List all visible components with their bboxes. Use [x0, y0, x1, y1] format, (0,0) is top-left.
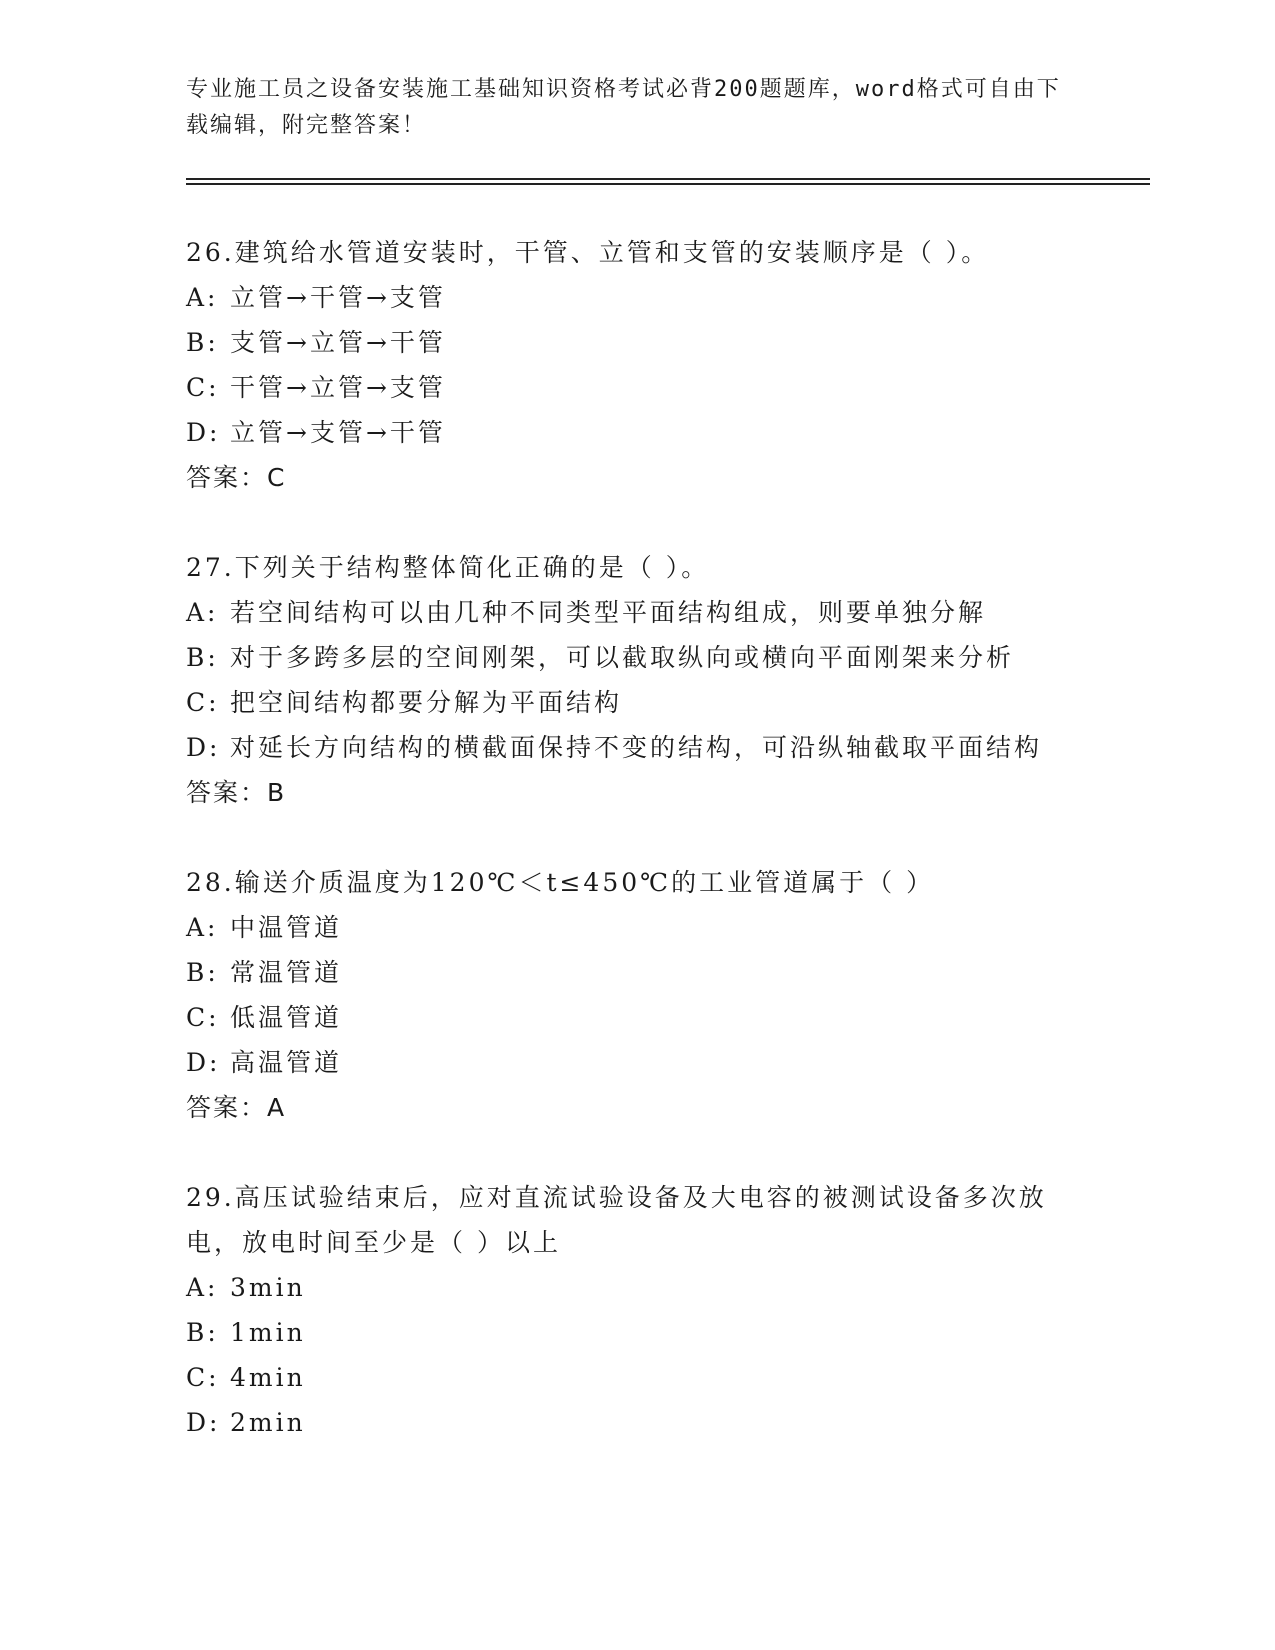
question-26	[186, 230, 1086, 501]
question-title: 29.高压试验结束后，应对直流试验设备及大电容的被测试设备多次放电，放电时间至少是（ ）以上	[186, 1183, 1047, 1257]
option-text: 高温管道	[230, 1048, 343, 1077]
option-key: C:	[186, 1363, 220, 1392]
question-title: 27.下列关于结构整体简化正确的是（ ）。	[186, 553, 710, 582]
option-b	[186, 635, 1086, 680]
option-key: A:	[186, 598, 219, 627]
option-text: 1min	[230, 1318, 306, 1347]
question-title: 26.建筑给水管道安装时，干管、立管和支管的安装顺序是（ ）。	[186, 238, 990, 267]
option-a	[186, 1265, 1086, 1310]
option-b	[186, 320, 1086, 365]
question-28	[186, 860, 1086, 1131]
option-key: C:	[186, 373, 220, 402]
option-c	[186, 1355, 1086, 1400]
option-key: C:	[186, 688, 220, 717]
option-key: A:	[186, 283, 219, 312]
option-d	[186, 725, 1086, 770]
option-text: 中温管道	[230, 913, 343, 942]
option-b	[186, 950, 1086, 995]
option-key: A:	[186, 1273, 219, 1302]
option-key: A:	[186, 913, 219, 942]
answer-line: 答案：C	[186, 463, 287, 492]
question-29	[186, 1175, 1086, 1445]
option-text: 支管→立管→干管	[230, 328, 446, 357]
option-key: B:	[186, 328, 219, 357]
option-key: D:	[186, 418, 221, 447]
answer-line: 答案：B	[186, 778, 287, 807]
option-text: 对于多跨多层的空间刚架，可以截取纵向或横向平面刚架来分析	[230, 643, 1015, 672]
option-c	[186, 995, 1086, 1040]
option-a	[186, 275, 1086, 320]
option-d	[186, 410, 1086, 455]
option-text: 常温管道	[230, 958, 343, 987]
option-text: 若空间结构可以由几种不同类型平面结构组成，则要单独分解	[230, 598, 987, 627]
option-key: B:	[186, 643, 219, 672]
option-key: D:	[186, 733, 221, 762]
option-c	[186, 680, 1086, 725]
option-d	[186, 1040, 1086, 1085]
option-a	[186, 590, 1086, 635]
question-title: 28.输送介质温度为120℃＜t≤450℃的工业管道属于（ ）	[186, 868, 935, 897]
option-key: D:	[186, 1408, 221, 1437]
header-divider-top	[186, 178, 1150, 180]
option-b	[186, 1310, 1086, 1355]
question-list	[186, 230, 1086, 1489]
answer-line: 答案：A	[186, 1093, 287, 1122]
option-text: 低温管道	[230, 1003, 343, 1032]
document-header: 专业施工员之设备安装施工基础知识资格考试必背200题题库，word格式可自由下载编辑，附完整答案！	[186, 77, 1061, 138]
option-text: 干管→立管→支管	[230, 373, 446, 402]
option-key: D:	[186, 1048, 221, 1077]
question-27	[186, 545, 1086, 816]
option-key: B:	[186, 1318, 219, 1347]
option-text: 3min	[230, 1273, 306, 1302]
option-text: 立管→干管→支管	[230, 283, 446, 312]
option-text: 对延长方向结构的横截面保持不变的结构，可沿纵轴截取平面结构	[230, 733, 1043, 762]
option-c	[186, 365, 1086, 410]
option-key: C:	[186, 1003, 220, 1032]
option-text: 把空间结构都要分解为平面结构	[230, 688, 623, 717]
option-text: 4min	[230, 1363, 306, 1392]
option-key: B:	[186, 958, 219, 987]
option-text: 2min	[230, 1408, 306, 1437]
option-d	[186, 1400, 1086, 1445]
option-text: 立管→支管→干管	[230, 418, 446, 447]
option-a	[186, 905, 1086, 950]
header-divider-bottom	[186, 183, 1150, 185]
